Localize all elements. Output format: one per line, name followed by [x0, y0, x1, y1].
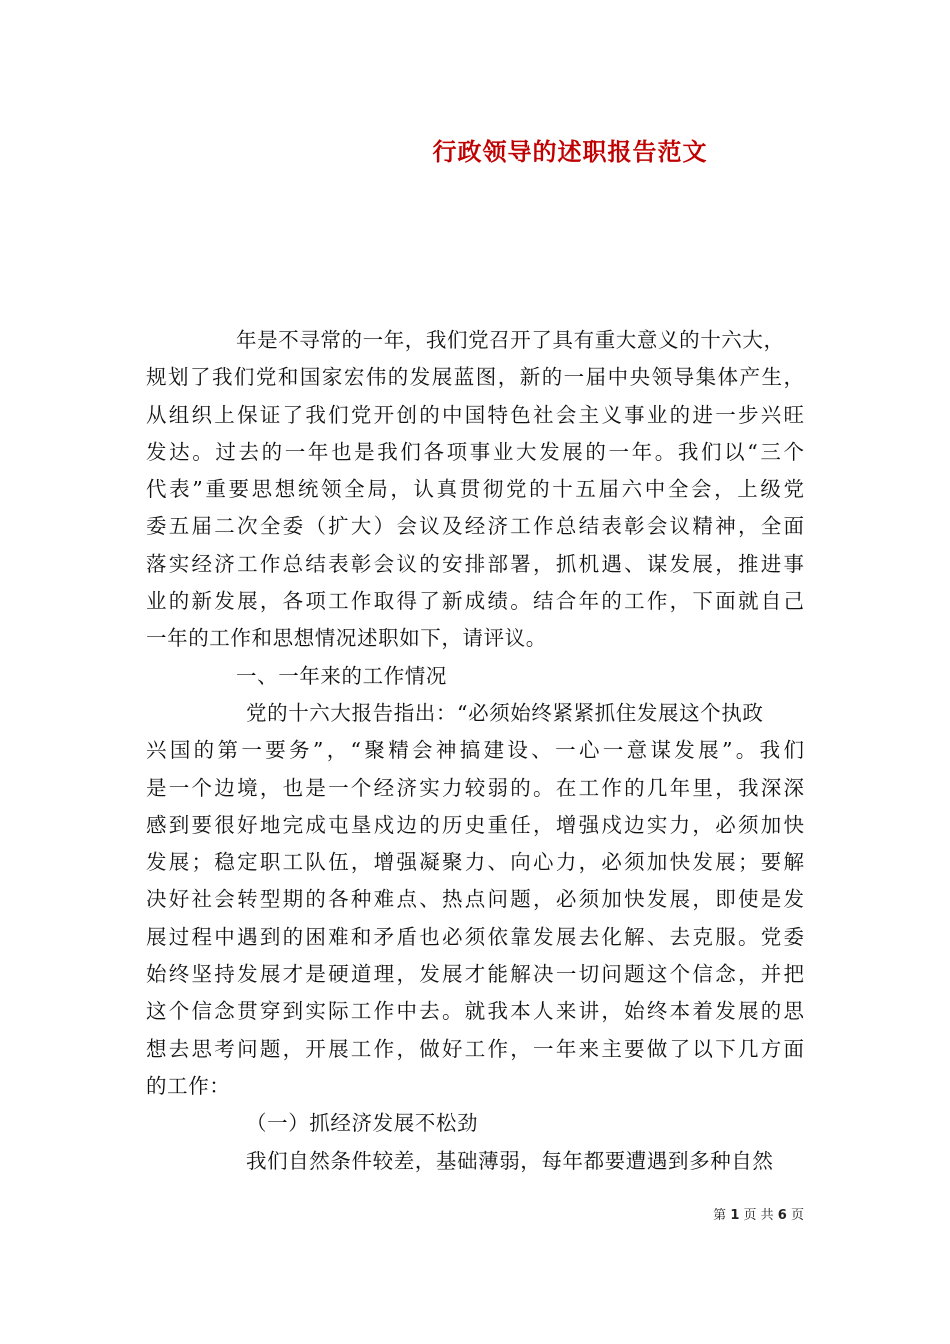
paragraph-line: 落实经济工作总结表彰会议的安排部署，抓机遇、谋发展，推进事 [146, 551, 804, 576]
paragraph-line: 发达。过去的一年也是我们各项事业大发展的一年。我们以“三个 [146, 439, 804, 464]
footer-page-number: 1 [730, 1208, 740, 1223]
footer-suffix: 页 [790, 1208, 804, 1223]
document-body [146, 322, 804, 1180]
page-footer [713, 1204, 804, 1223]
paragraph-line: 是一个边境，也是一个经济实力较弱的。在工作的几年里，我深深 [146, 775, 804, 800]
paragraph-line: 从组织上保证了我们党开创的中国特色社会主义事业的进一步兴旺 [146, 402, 804, 427]
footer-prefix: 第 [713, 1208, 727, 1223]
paragraph-line: 决好社会转型期的各种难点、热点问题，必须加快发展，即使是发 [146, 887, 804, 912]
section-heading: 一、一年来的工作情况 [236, 663, 447, 688]
paragraph-line: 兴国的第一要务”，“聚精会神搞建设、一心一意谋发展”。我们 [146, 738, 804, 763]
subsection-heading: （一）抓经济发展不松劲 [246, 1111, 479, 1136]
paragraph-line: 想去思考问题，开展工作，做好工作，一年来主要做了以下几方面 [146, 1036, 804, 1061]
paragraph-line: 业的新发展，各项工作取得了新成绩。结合年的工作，下面就自己 [146, 589, 804, 614]
paragraph-line: 发展；稳定职工队伍，增强凝聚力、向心力，必须加快发展；要解 [146, 850, 804, 875]
paragraph-line: 始终坚持发展才是硬道理，发展才能解决一切问题这个信念，并把 [146, 962, 804, 987]
paragraph-line: 的工作： [146, 1073, 231, 1098]
paragraph-line: 感到要很好地完成屯垦戍边的历史重任，增强戍边实力，必须加快 [146, 812, 804, 837]
footer-middle: 页 共 [743, 1208, 774, 1223]
paragraph-line: 我们自然条件较差，基础薄弱，每年都要遭遇到多种自然 [246, 1148, 774, 1173]
paragraph-line: 展过程中遇到的困难和矛盾也必须依靠发展去化解、去克服。党委 [146, 924, 804, 949]
paragraph-line: 一年的工作和思想情况述职如下，请评议。 [146, 626, 547, 651]
paragraph-line: 规划了我们党和国家宏伟的发展蓝图，新的一届中央领导集体产生， [146, 365, 804, 390]
paragraph-line: 年是不寻常的一年，我们党召开了具有重大意义的十六大， [236, 328, 785, 352]
paragraph-line: 代表”重要思想统领全局，认真贯彻党的十五届六中全会，上级党 [146, 477, 804, 502]
footer-total-pages: 6 [777, 1208, 787, 1223]
paragraph-line: 这个信念贯穿到实际工作中去。就我本人来讲，始终本着发展的思 [146, 999, 804, 1024]
paragraph-line: 党的十六大报告指出：“必须始终紧紧抓住发展这个执政 [246, 700, 764, 725]
paragraph-line: 委五届二次全委（扩大）会议及经济工作总结表彰会议精神，全面 [146, 514, 804, 539]
document-title: 行政领导的述职报告范文 [432, 137, 708, 166]
